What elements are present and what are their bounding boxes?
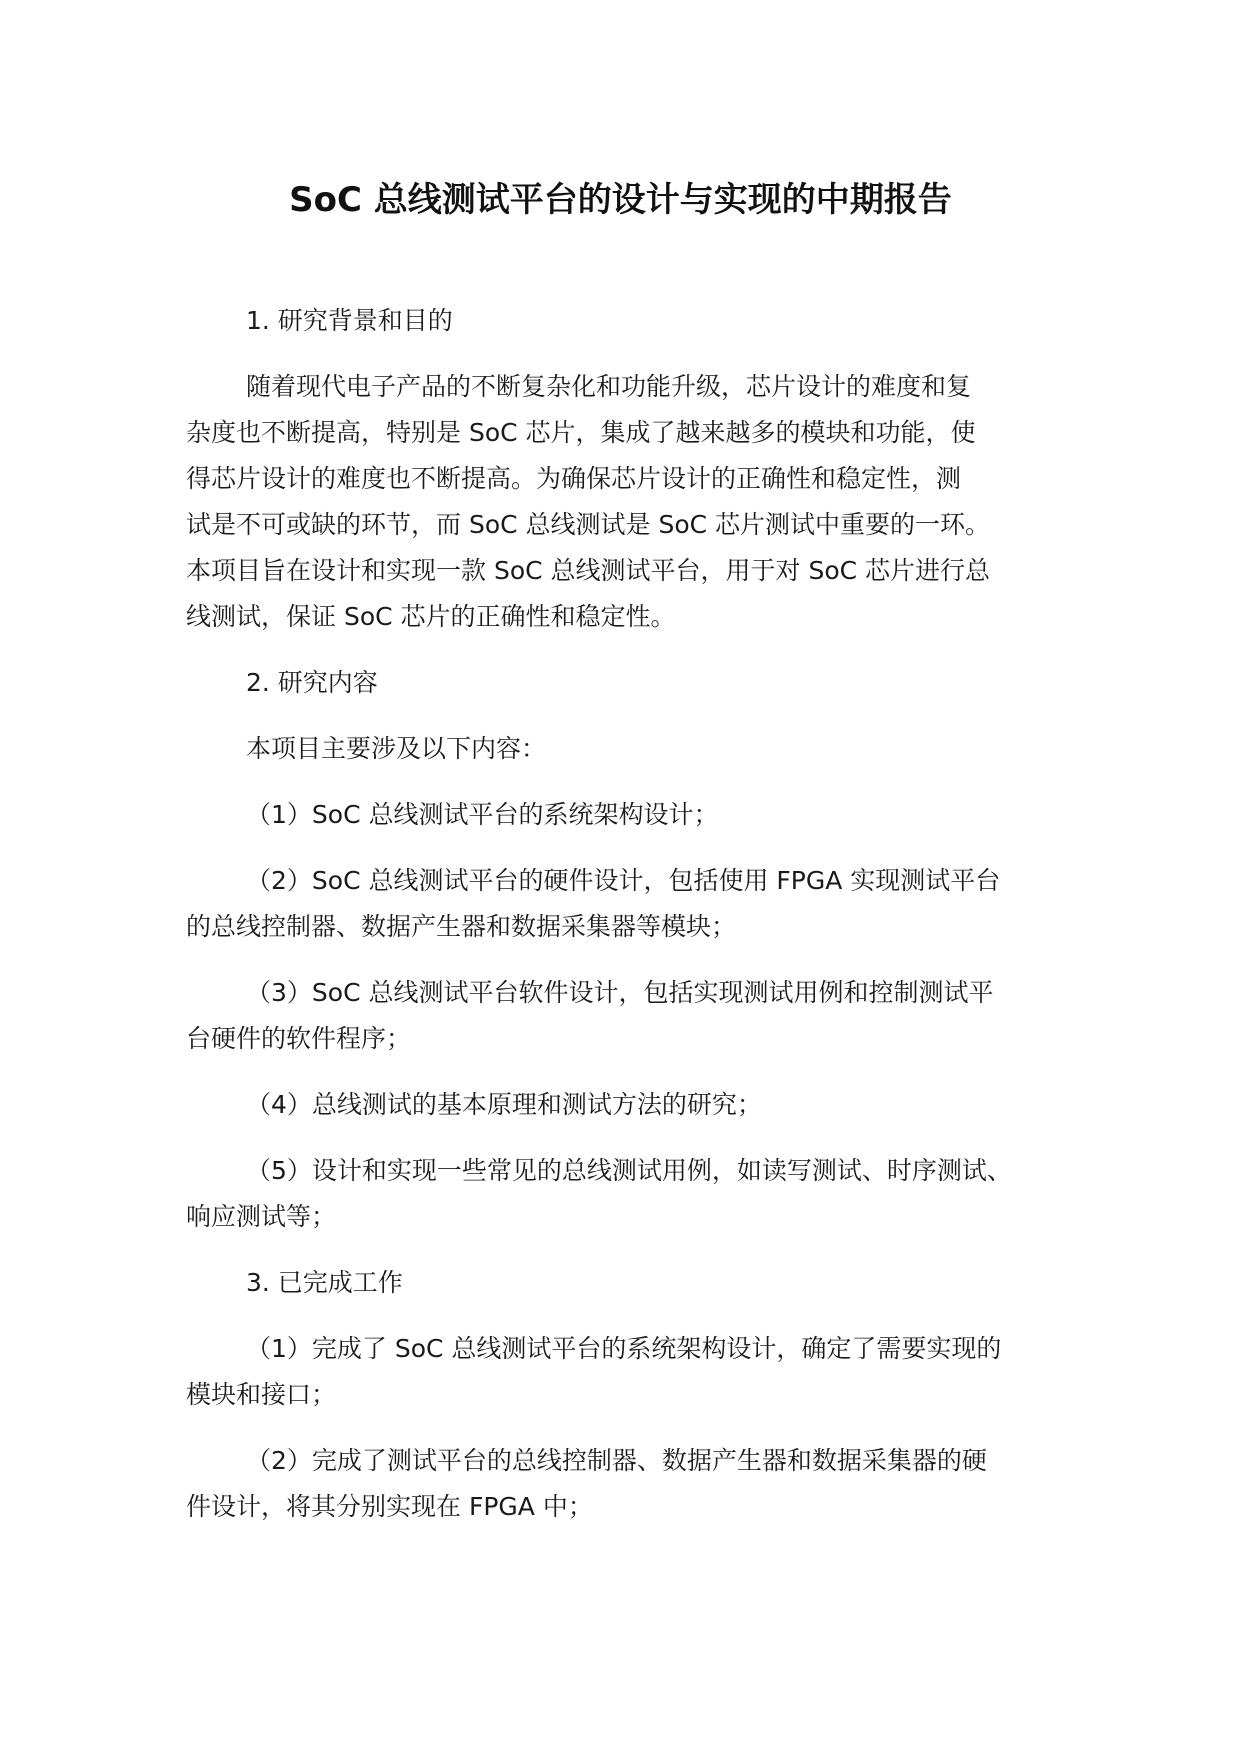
paragraph-content-intro bbox=[186, 726, 1066, 772]
list-item bbox=[186, 858, 1066, 950]
list-item bbox=[186, 1148, 1066, 1240]
text-line: 件设计，将其分别实现在 FPGA 中； bbox=[186, 1492, 593, 1521]
text-line: （2）SoC 总线测试平台的硬件设计，包括使用 FPGA 实现测试平台 bbox=[246, 866, 1001, 895]
text-line: 2. 研究内容 bbox=[246, 668, 378, 697]
list-item bbox=[186, 1326, 1066, 1418]
text-line: 本项目旨在设计和实现一款 SoC 总线测试平台，用于对 SoC 芯片进行总 bbox=[186, 556, 991, 585]
text-line: （4）总线测试的基本原理和测试方法的研究； bbox=[246, 1090, 762, 1119]
text-line: 模块和接口； bbox=[186, 1380, 337, 1409]
section-heading-completed-work bbox=[186, 1260, 1066, 1306]
text-line: 杂度也不断提高，特别是 SoC 芯片，集成了越来越多的模块和功能，使 bbox=[186, 418, 976, 447]
text-line: （1）完成了 SoC 总线测试平台的系统架构设计，确定了需要实现的 bbox=[246, 1334, 1002, 1363]
document-title: SoC 总线测试平台的设计与实现的中期报告 bbox=[289, 180, 952, 220]
text-line: 随着现代电子产品的不断复杂化和功能升级，芯片设计的难度和复 bbox=[246, 372, 972, 401]
text-line: 台硬件的软件程序； bbox=[186, 1024, 412, 1053]
document-body bbox=[186, 298, 1066, 1550]
text-line: （3）SoC 总线测试平台软件设计，包括实现测试用例和控制测试平 bbox=[246, 978, 994, 1007]
list-item bbox=[186, 792, 1066, 838]
text-line: （5）设计和实现一些常见的总线测试用例，如读写测试、时序测试、 bbox=[246, 1156, 1012, 1185]
text-line: 本项目主要涉及以下内容： bbox=[246, 734, 547, 763]
section-heading-background bbox=[186, 298, 1066, 344]
text-line: （1）SoC 总线测试平台的系统架构设计； bbox=[246, 800, 719, 829]
text-line: 响应测试等； bbox=[186, 1202, 337, 1231]
text-line: 3. 已完成工作 bbox=[246, 1268, 403, 1297]
section-heading-content bbox=[186, 660, 1066, 706]
text-line: 线测试，保证 SoC 芯片的正确性和稳定性。 bbox=[186, 602, 676, 631]
text-line: 试是不可或缺的环节，而 SoC 总线测试是 SoC 芯片测试中重要的一环。 bbox=[186, 510, 991, 539]
list-item bbox=[186, 1082, 1066, 1128]
list-item bbox=[186, 1438, 1066, 1530]
text-line: 得芯片设计的难度也不断提高。为确保芯片设计的正确性和稳定性，测 bbox=[186, 464, 962, 493]
text-line: 的总线控制器、数据产生器和数据采集器等模块； bbox=[186, 912, 737, 941]
paragraph-background bbox=[186, 364, 1066, 640]
list-item bbox=[186, 970, 1066, 1062]
text-line: 1. 研究背景和目的 bbox=[246, 306, 453, 335]
text-line: （2）完成了测试平台的总线控制器、数据产生器和数据采集器的硬 bbox=[246, 1446, 987, 1475]
